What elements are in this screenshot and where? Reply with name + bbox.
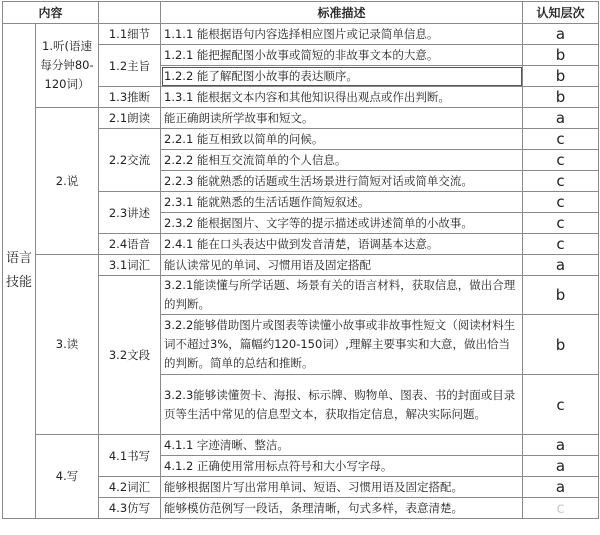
description-cell[interactable]: 2.2.2 能相互交流简单的个人信息。: [161, 150, 523, 171]
category-cell: 语言技能: [3, 24, 36, 519]
level-cell: a: [523, 24, 599, 45]
skill-cell: 4.写: [36, 435, 99, 519]
level-cell: a: [523, 456, 599, 477]
level-cell: a: [523, 435, 599, 456]
description-cell[interactable]: 1.2.1 能把握配图小故事或简短的非故事文本的大意。: [161, 45, 523, 66]
description-cell[interactable]: 1.3.1 能根据文本内容和其他知识得出观点或作出判断。: [161, 87, 523, 108]
level-cell: b: [523, 66, 599, 87]
subskill-cell: 4.1书写: [99, 435, 161, 477]
level-cell: b: [523, 87, 599, 108]
level-cell: c: [523, 129, 599, 150]
table-row: [3, 435, 599, 456]
level-cell: c: [523, 150, 599, 171]
subskill-cell: 1.1细节: [99, 24, 161, 45]
level-cell: a: [523, 255, 599, 276]
description-cell[interactable]: 4.1.2 正确使用常用标点符号和大小写字母。: [161, 456, 523, 477]
subskill-cell: 4.2词汇: [99, 477, 161, 498]
description-cell[interactable]: 2.3.1 能就熟悉的生活话题作简短叙述。: [161, 192, 523, 213]
skill-cell: 2.说: [36, 108, 99, 255]
subskill-cell: 3.2文段: [99, 276, 161, 435]
description-cell[interactable]: 2.3.2 能根据图片、文字等的提示描述或讲述简单的小故事。: [161, 213, 523, 234]
level-cell: a: [523, 108, 599, 129]
level-cell: b: [523, 315, 599, 375]
subskill-cell: 2.3讲述: [99, 192, 161, 234]
description-cell[interactable]: 3.2.1能读懂与所学话题、场景有关的语言材料，获取信息，做出合理的判断。: [161, 276, 523, 315]
skill-cell: 1.听(语速每分钟80-120词）: [36, 24, 99, 108]
level-cell: c: [523, 375, 599, 435]
description-cell[interactable]: 能够根据图片写出常用单词、短语、习惯用语及固定搭配。: [161, 477, 523, 498]
table-row: [3, 255, 599, 276]
description-cell[interactable]: 能认读常见的单词、习惯用语及固定搭配: [161, 255, 523, 276]
subskill-cell: 2.2交流: [99, 129, 161, 192]
subskill-cell: 1.2主旨: [99, 45, 161, 87]
header-level: 认知层次: [523, 2, 599, 24]
description-cell[interactable]: 3.2.3能够读懂贺卡、海报、标示牌、购物单、图表、书的封面或目录页等生活中常见的信息型文本，获取指定信息，解决实际问题。: [161, 375, 523, 435]
level-cell: c: [523, 192, 599, 213]
description-cell[interactable]: 能正确朗读所学故事和短文。: [161, 108, 523, 129]
description-cell[interactable]: 3.2.2能够借助图片或图表等读懂小故事或非故事性短文（阅读材料生词不超过3%，篇幅约120-150词）,理解主要事实和大意，做出恰当的判断。简单的总结和推断。: [161, 315, 523, 375]
header-description: 标准描述: [161, 2, 523, 24]
description-cell[interactable]: 4.1.1 字迹清晰、整洁。: [161, 435, 523, 456]
header-row: [3, 2, 599, 24]
level-cell: c: [523, 171, 599, 192]
subskill-cell: 2.4语音: [99, 234, 161, 255]
table-row: [3, 24, 599, 45]
header-content: 内容: [3, 2, 99, 24]
description-cell[interactable]: 1.1.1 能根据语句内容选择相应图片或记录简单信息。: [161, 24, 523, 45]
curriculum-standards-table: [2, 1, 599, 519]
description-cell[interactable]: 1.2.2 能了解配图小故事的表达顺序。: [161, 66, 523, 87]
description-cell[interactable]: 2.2.1 能互相致以简单的问候。: [161, 129, 523, 150]
skill-cell: 3.读: [36, 255, 99, 435]
subskill-cell: 4.3仿写: [99, 498, 161, 519]
level-cell: c: [523, 213, 599, 234]
description-cell[interactable]: 能够模仿范例写一段话，条理清晰，句式多样，表意清楚。: [161, 498, 523, 519]
subskill-cell: 3.1词汇: [99, 255, 161, 276]
level-cell: b: [523, 276, 599, 315]
level-cell: c: [523, 234, 599, 255]
level-cell: b: [523, 45, 599, 66]
header-blank: [99, 2, 161, 24]
table-row: [3, 108, 599, 129]
subskill-cell: 2.1朗读: [99, 108, 161, 129]
description-cell[interactable]: 2.2.3 能就熟悉的话题或生活场景进行简短对话或简单交流。: [161, 171, 523, 192]
level-cell: c: [523, 498, 599, 519]
description-cell[interactable]: 2.4.1 能在口头表达中做到发音清楚，语调基本达意。: [161, 234, 523, 255]
level-cell: a: [523, 477, 599, 498]
subskill-cell: 1.3推断: [99, 87, 161, 108]
